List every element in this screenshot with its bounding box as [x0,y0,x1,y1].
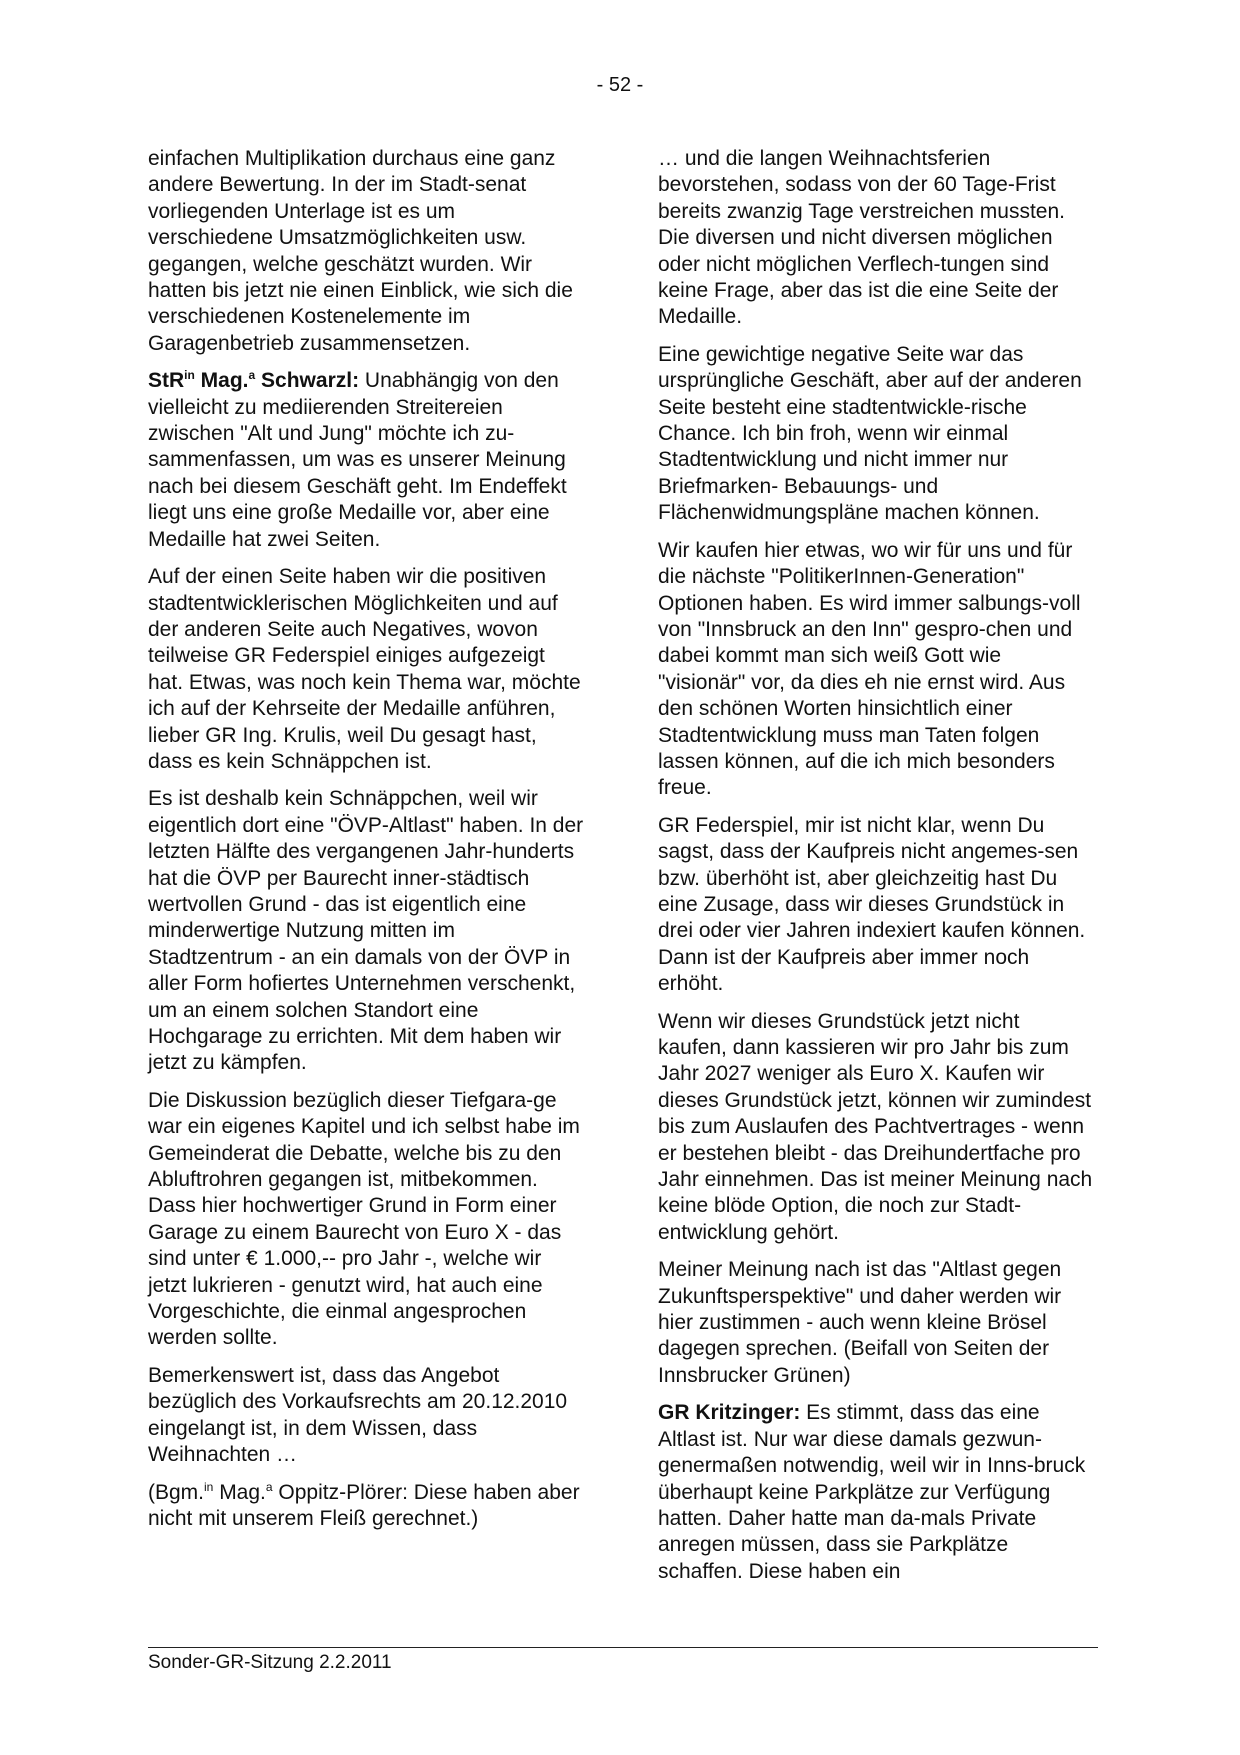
paragraph: Wenn wir dieses Grundstück jetzt nicht kaufen, dann kassieren wir pro Jahr bis zum Jahr 2027 weniger als Euro X. Kaufen wir dieses Grundstück jetzt, können wir zumindest bis zum Auslaufen des Pachtvertrages - wenn er bestehen bleibt - das Dreihundertfache pro Jahr einnehmen. Das ist meiner Meinung nach keine blöde Option, die noch zur Stadt-entwicklung gehört. [658,1009,1093,1244]
page-number: - 52 - [596,74,644,96]
speaker-name: GR Kritzinger: [658,1401,801,1425]
paragraph: Wir kaufen hier etwas, wo wir für uns und für die nächste "PolitikerInnen-Generation" Optionen haben. Es wird immer salbungs-voll von "Innsbruck an den Inn" gespro-chen und dabei kommt man sich weiß Gott wie "visionär" vor, da dies eh nie ernst wird. Aus den schönen Worten hinsichtlich einer Stadtentwicklung muss man Taten folgen lassen können, auf die ich mich besonders freue. [658,538,1081,800]
paragraph: Es ist deshalb kein Schnäppchen, weil wir eigentlich dort eine "ÖVP-Altlast" haben. In der letzten Hälfte des vergangenen Jahr-hunderts hat die ÖVP per Baurecht inner-städtisch wertvollen Grund - das ist eigentlich eine minderwertige Nutzung mitten im Stadtzentrum - an ein damals von der ÖVP in aller Form hofiertes Unternehmen verschenkt, um an einem solchen Standort eine Hochgarage zu errichten. Mit dem haben wir jetzt zu kämpfen. [148,787,584,1075]
paragraph: einfachen Multiplikation durchaus eine ganz andere Bewertung. In der im Stadt-senat vorliegenden Unterlage ist es um verschiedene Umsatzmöglichkeiten usw. gegangen, welche geschätzt wurden. Wir hatten bis jetzt nie einen Einblick, wie sich die verschiedenen Kostenelemente im Garagenbetrieb zusammensetzen. [148,147,573,355]
speech-text: Es stimmt, dass das eine Altlast ist. Nur war diese damals gezwun-genermaßen notwendig, weil wir in Inns-bruck überhaupt keine Parkplätze zur Verfügung hatten. Daher hatte man da-mals Private anregen müssen, dass sie Parkplätze schaffen. Diese haben ein [658,1401,1086,1583]
paragraph: Bemerkenswert ist, dass das Angebot bezüglich des Vorkaufsrechts am 20.12.2010 eingelangt ist, in dem Wissen, dass Weihnachten … [148,1363,568,1467]
footer-text: Sonder-GR-Sitzung 2.2.2011 [148,1652,392,1673]
interjection: (Bgm.$^{in}$ Mag.$^a$ Oppitz-Plörer: Diese haben aber nicht mit unserem Fleiß gerechnet.) [148,1479,580,1530]
paragraph: Auf der einen Seite haben wir die positiven stadtentwicklerischen Möglichkeiten und auf der anderen Seite auch Negatives, wovon teilweise GR Federspiel einiges aufgezeigt hat. Etwas, was noch kein Thema war, möchte ich auf der Kehrseite der Medaille anführen, lieber GR Ing. Krulis, weil Du gesagt hast, dass es kein Schnäppchen ist. [148,565,581,773]
right-column [658,146,1094,1596]
paragraph: Die Diskussion bezüglich dieser Tiefgara-ge war ein eigenes Kapitel und ich selbst habe im Gemeinderat die Debatte, welche bis zu den Abluftrohren gegangen ist, mitbekommen. Dass hier hochwertiger Grund in Form einer Garage zu einem Baurecht von Euro X - das sind unter € 1.000,-- pro Jahr -, welche wir jetzt lukrieren - genutzt wird, hat auch eine Vorgeschichte, die einmal angesprochen werden sollte. [148,1088,580,1350]
speech-schwarzl [148,368,584,553]
left-column [148,146,584,1543]
speech-kritzinger [658,1400,1094,1585]
paragraph: Meiner Meinung nach ist das "Altlast gegen Zukunftsperspektive" und daher werden wir hier zustimmen - auch wenn kleine Brösel dagegen sprechen. (Beifall von Seiten der Innsbrucker Grünen) [658,1258,1062,1387]
paragraph: … und die langen Weihnachtsferien bevorstehen, sodass von der 60 Tage-Frist bereits zwanzig Tage verstreichen mussten. Die diversen und nicht diversen möglichen oder nicht möglichen Verflech-tungen sind keine Frage, aber das ist die eine Seite der Medaille. [658,147,1065,329]
speaker-name: StR$^{in}$ Mag.$^a$ Schwarzl: [148,368,360,393]
paragraph: GR Federspiel, mir ist nicht klar, wenn Du sagst, dass der Kaufpreis nicht angemes-sen bzw. überhöht ist, aber gleichzeitig hast Du eine Zusage, dass wir dieses Grundstück in drei oder vier Jahren indexiert kaufen können. Dann ist der Kaufpreis aber immer noch erhöht. [658,813,1086,996]
speech-text: Unabhängig von den vielleicht zu mediierenden Streitereien zwischen "Alt und Jung" möchte ich zu-sammenfassen, um was es unserer Meinung nach bei diesem Geschäft geht. Im Endeffekt liegt uns eine große Medaille vor, aber eine Medaille hat zwei Seiten. [148,369,567,551]
paragraph: Eine gewichtige negative Seite war das ursprüngliche Geschäft, aber auf der anderen Seite besteht eine stadtentwickle-rische Chance. Ich bin froh, wenn wir einmal Stadtentwicklung und nicht immer nur Briefmarken- Bebauungs- und Flächenwidmungspläne machen können. [658,342,1082,525]
footer-divider [148,1647,1098,1648]
